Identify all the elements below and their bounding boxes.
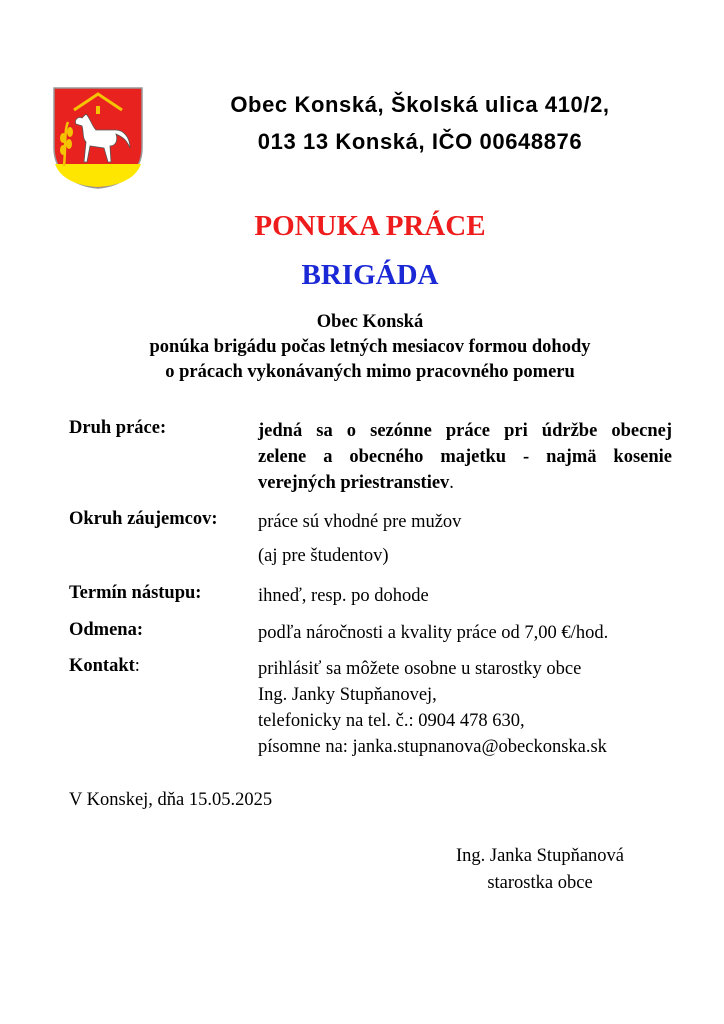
- date-line: V Konskej, dňa 15.05.2025: [69, 790, 273, 810]
- okruh-line1: práce sú vhodné pre mužov: [258, 512, 462, 532]
- druh-line1: jedná sa o sezónne práce pri údržbe obecnej: [258, 421, 672, 441]
- kontakt-line1: prihlásiť sa môžete osobne u starostky obce: [258, 659, 582, 679]
- druh-line3-end: .: [449, 473, 454, 493]
- druh-line3: [258, 470, 454, 496]
- kontakt-label-colon: :: [134, 656, 140, 676]
- kontakt-email: písomne na: janka.stupnanova@obeckonska.sk: [258, 737, 607, 757]
- intro-line2: ponúka brigádu počas letných mesiacov formou dohody: [149, 337, 591, 357]
- page-title: PONUKA PRÁCE: [254, 210, 486, 242]
- odmena-label: Odmena:: [69, 620, 143, 640]
- header-address-line2: 013 13 Konská, IČO 00648876: [257, 129, 583, 154]
- druh-label: Druh práce:: [69, 418, 167, 438]
- termin-value: ihneď, resp. po dohode: [258, 586, 429, 606]
- termin-label: Termín nástupu:: [69, 583, 202, 603]
- kontakt-label-text: Kontakt: [69, 656, 135, 676]
- signature-role: starostka obce: [487, 873, 593, 893]
- intro-line3: o prácach vykonávaných mimo pracovného pomeru: [165, 362, 575, 382]
- signature-name: Ing. Janka Stupňanová: [455, 846, 624, 866]
- intro-line1: Obec Konská: [316, 312, 424, 332]
- coat-of-arms-horse-icon: [52, 86, 144, 190]
- odmena-value: podľa náročnosti a kvality práce od 7,00 €/hod.: [258, 623, 609, 643]
- druh-line3-text: verejných priestranstiev: [258, 473, 450, 493]
- page-subtitle: BRIGÁDA: [301, 259, 439, 291]
- kontakt-label: [69, 656, 140, 677]
- druh-line2: zelene a obecného majetku - najmä kosenie: [258, 447, 672, 467]
- okruh-line2: (aj pre študentov): [258, 546, 389, 566]
- kontakt-line3: telefonicky na tel. č.: 0904 478 630,: [258, 711, 525, 731]
- okruh-label: Okruh záujemcov:: [69, 509, 218, 529]
- header-address-line1: Obec Konská, Školská ulica 410/2,: [230, 92, 610, 117]
- kontakt-line2: Ing. Janky Stupňanovej,: [258, 685, 437, 705]
